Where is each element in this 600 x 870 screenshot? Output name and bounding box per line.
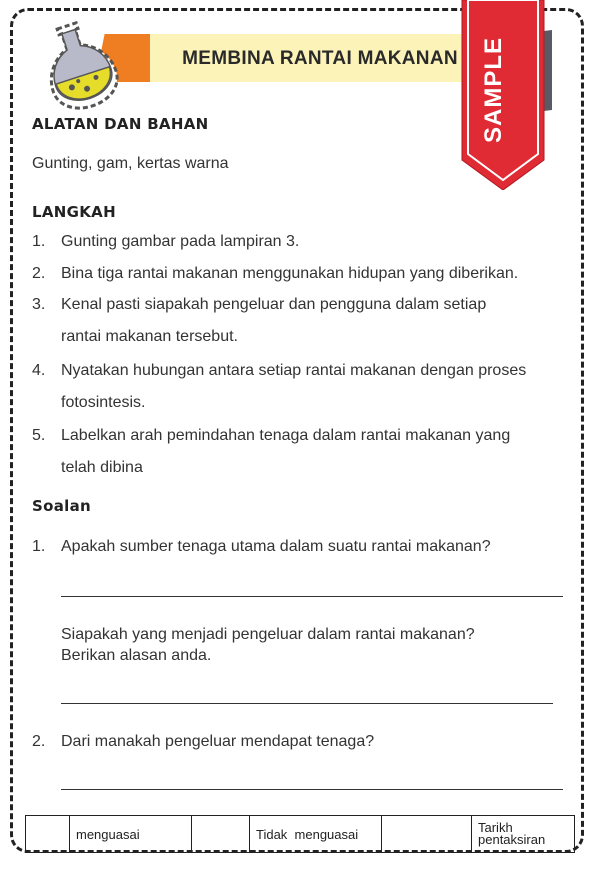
step-text: Labelkan arah pemindahan tenaga dalam rantai makanan yang: [61, 427, 511, 444]
date-label: [472, 816, 574, 852]
materials-text: Gunting, gam, kertas warna: [32, 155, 229, 172]
questions-heading: Soalan: [32, 497, 91, 515]
steps-heading: LANGKAH: [32, 203, 116, 221]
step-text: Gunting gambar pada lampiran 3.: [61, 233, 300, 250]
step-text: fotosintesis.: [61, 394, 146, 411]
sample-label: SAMPLE: [480, 37, 507, 144]
question-text: Siapakah yang menjadi pengeluar dalam rantai makanan?: [61, 626, 475, 643]
step-text: Nyatakan hubungan antara setiap rantai makanan dengan proses: [61, 362, 527, 379]
answer-line[interactable]: [61, 703, 553, 704]
question-text: Berikan alasan anda.: [61, 647, 212, 664]
answer-line[interactable]: [61, 596, 563, 597]
question-number: 1.: [32, 538, 46, 555]
mastered-label-text: menguasai: [76, 826, 140, 842]
step-text: telah dibina: [61, 459, 143, 476]
date-label-line: pentaksiran: [478, 832, 546, 847]
question-text: Dari manakah pengeluar mendapat tenaga?: [61, 733, 375, 750]
mastered-checkbox[interactable]: [26, 816, 70, 852]
date-label-line: Tarikh: [478, 820, 513, 835]
mastered-label: [70, 816, 192, 852]
step-number: 5.: [32, 427, 46, 444]
step-number: 1.: [32, 233, 46, 250]
materials-heading: ALATAN DAN BAHAN: [32, 115, 209, 133]
not-mastered-checkbox[interactable]: [192, 816, 250, 852]
not-mastered-label-text: Tidak menguasai: [256, 826, 359, 842]
step-text: rantai makanan tersebut.: [61, 328, 238, 345]
answer-line[interactable]: [61, 789, 563, 790]
step-number: 3.: [32, 296, 46, 313]
page-title: MEMBINA RANTAI MAKANAN: [182, 48, 458, 69]
not-mastered-label: [250, 816, 382, 852]
step-text: Bina tiga rantai makanan menggunakan hidupan yang diberikan.: [61, 265, 519, 282]
flask-icon: [35, 18, 123, 110]
date-field[interactable]: [382, 816, 472, 852]
question-number: 2.: [32, 733, 46, 750]
step-number: 2.: [32, 265, 46, 282]
step-text: Kenal pasti siapakah pengeluar dan pengguna dalam setiap: [61, 296, 487, 313]
assessment-table: [25, 815, 575, 853]
step-number: 4.: [32, 362, 46, 379]
question-text: Apakah sumber tenaga utama dalam suatu rantai makanan?: [61, 538, 491, 555]
